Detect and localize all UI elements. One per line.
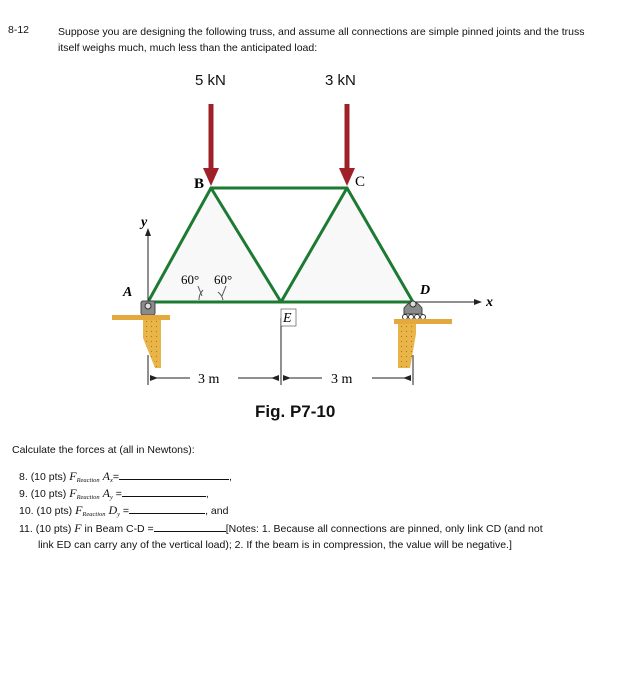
problem-number: 8-12: [8, 24, 30, 36]
answer-blank-cd[interactable]: [154, 521, 226, 532]
question-10: 10. (10 pts) $F_{Reaction}$ $D_y$ = , and: [19, 503, 229, 518]
problem-statement: Suppose you are designing the following truss, and assume all connections are simple pinned joints and the truss itself weighs much, much less than the anticipated load:: [58, 26, 585, 54]
node-label-b: B: [194, 176, 205, 192]
load-arrow-b: [203, 104, 219, 186]
dimension-label-right: 3 m: [331, 372, 353, 387]
angle-label-left: 60°: [181, 272, 200, 287]
dim-arrowhead: [271, 375, 279, 381]
load-label-b: 5 kN: [195, 72, 226, 89]
figure-caption: Fig. P7-10: [255, 402, 336, 421]
question-9: 9. (10 pts) $F_{Reaction}$ $A_y$ = ,: [19, 486, 209, 501]
node-label-e: E: [283, 311, 292, 326]
node-label-d: D: [420, 283, 431, 298]
question-8: 8. (10 pts) $F_{Reaction}$ $A_x=$ ,: [19, 469, 232, 484]
note-continuation: link ED can carry any of the vertical load); 2. If the beam is in compression, the value will be negative.]: [38, 539, 512, 551]
answer-blank-dy[interactable]: [129, 503, 205, 514]
answer-blank-ay[interactable]: [122, 486, 206, 497]
node-label-a: A: [123, 285, 133, 300]
dimension-label-left: 3 m: [198, 372, 220, 387]
dimension-line: [148, 318, 413, 385]
instructions: Calculate the forces at (all in Newtons):: [12, 444, 195, 456]
dim-arrowhead: [403, 375, 411, 381]
pin-support-a: [112, 301, 170, 368]
dim-arrowhead: [150, 375, 158, 381]
load-label-c: 3 kN: [325, 72, 356, 89]
question-11: 11. (10 pts) F in Beam C-D = [Notes: 1. Because all connections are pinned, only link CD (and not: [19, 521, 543, 535]
node-label-c: C: [355, 174, 366, 190]
axis-label-x: x: [486, 295, 493, 310]
axis-label-y: y: [141, 215, 148, 230]
dim-arrowhead: [283, 375, 291, 381]
answer-blank-ax[interactable]: [119, 469, 229, 480]
x-axis: [413, 299, 482, 305]
truss-panel-right: [282, 190, 412, 302]
roller-support-d: [394, 301, 452, 368]
angle-label-right: 60°: [214, 272, 233, 287]
y-axis: [145, 228, 151, 300]
load-arrow-c: [339, 104, 355, 186]
